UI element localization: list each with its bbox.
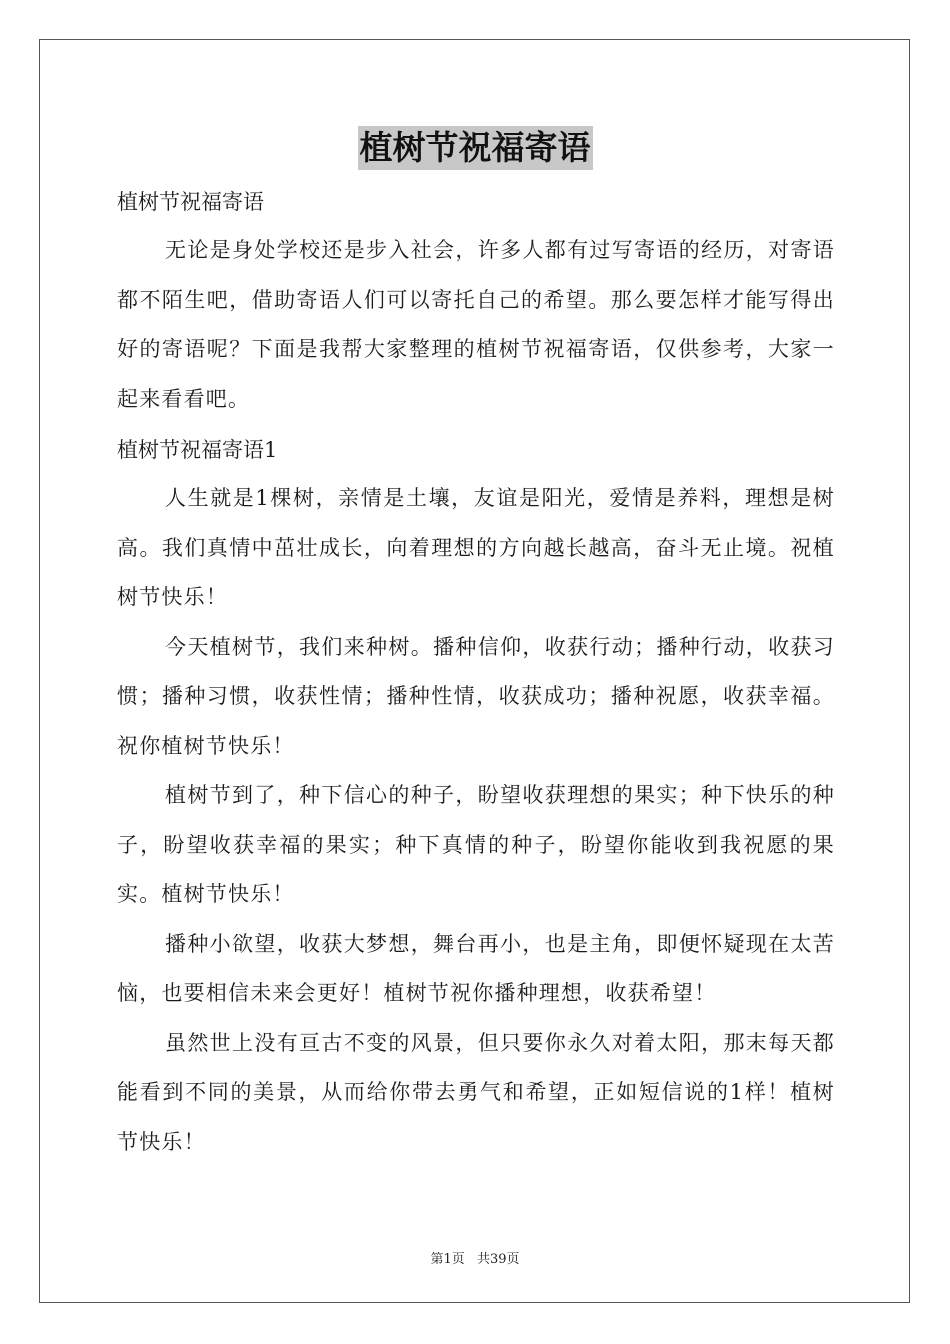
page-footer — [0, 1248, 950, 1267]
paragraph: 播种小欲望，收获大梦想，舞台再小，也是主角，即便怀疑现在太苦恼，也要相信未来会更好！植树节祝你播种理想，收获希望！ — [117, 931, 835, 1005]
document-subtitle: 植树节祝福寄语 — [117, 190, 264, 214]
title-area — [0, 126, 950, 170]
page-number: 第1页 — [430, 1252, 465, 1267]
paragraph: 植树节到了，种下信心的种子，盼望收获理想的果实；种下快乐的种子，盼望收获幸福的果实；种下真情的种子，盼望你能收到我祝愿的果实。植树节快乐！ — [117, 783, 835, 906]
document-body — [117, 176, 835, 1167]
intro-paragraph: 无论是身处学校还是步入社会，许多人都有过写寄语的经历，对寄语都不陌生吧，借助寄语人们可以寄托自己的希望。那么要怎样才能写得出好的寄语呢？下面是我帮大家整理的植树节祝福寄语，仅供参考，大家一起来看看吧。 — [117, 238, 835, 411]
paragraph: 今天植树节，我们来种树。播种信仰，收获行动；播种行动，收获习惯；播种习惯，收获性情；播种性情，收获成功；播种祝愿，收获幸福。祝你植树节快乐！ — [117, 634, 835, 758]
document-title: 植树节祝福寄语 — [358, 126, 593, 170]
paragraph: 虽然世上没有亘古不变的风景，但只要你永久对着太阳，那末每天都能看到不同的美景，从而给你带去勇气和希望，正如短信说的1样！植树节快乐！ — [117, 1030, 835, 1154]
page-total: 共39页 — [476, 1252, 520, 1267]
paragraph: 人生就是1棵树，亲情是土壤，友谊是阳光，爱情是养料，理想是树高。我们真情中茁壮成长，向着理想的方向越长越高，奋斗无止境。祝植树节快乐！ — [117, 486, 835, 609]
section-heading: 植树节祝福寄语1 — [117, 438, 278, 462]
